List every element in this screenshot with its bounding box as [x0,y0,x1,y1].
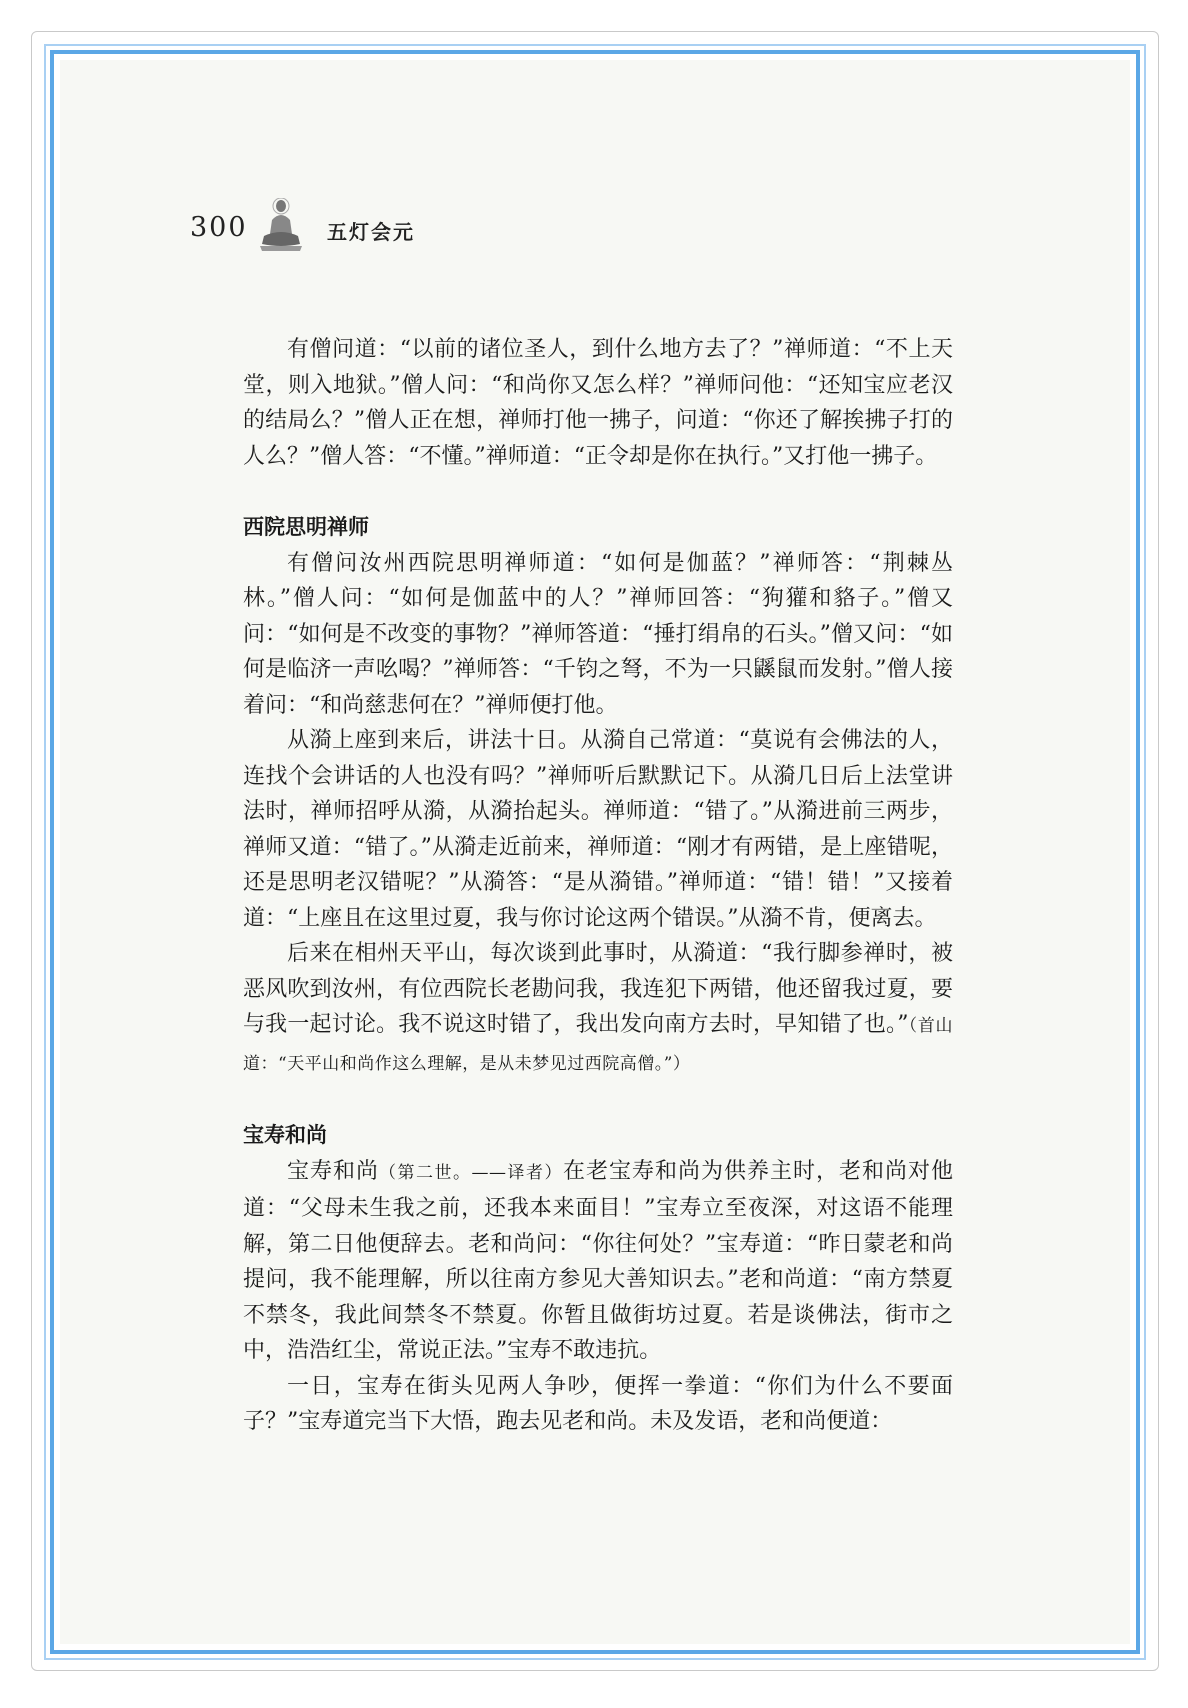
annotation-note: （第二世。——译者） [379,1162,563,1183]
paragraph-text: 在老宝寿和尚为供养主时，老和尚对他道：“父母未生我之前，还我本来面目！”宝寿立至夜深，对这语不能理解，第二日他便辞去。老和尚问：“你往何处？”宝寿道：“昨日蒙老和尚提问，我不能理解，所以往南方参见大善知识去。”老和尚道：“南方禁夏不禁冬，我此间禁冬不禁夏。你暂且做街坊过夏。若是谈佛法，街市之中，浩浩红尘，常说正法。”宝寿不敢违抗。 [243,1158,953,1363]
section-heading: 西院思明禅师 [243,515,369,539]
page-content [243,332,953,1440]
book-title: 五灯会元 [327,220,415,244]
paragraph: 有僧问汝州西院思明禅师道：“如何是伽蓝？”禅师答：“荆棘丛林。”僧人问：“如何是伽蓝中的人？”禅师回答：“狗獾和貉子。”僧又问：“如何是不改变的事物？”禅师答道：“捶打绢帛的石头。”僧又问：“如何是临济一声吆喝？”禅师答：“千钧之弩，不为一只鼷鼠而发射。”僧人接着问：“和尚慈悲何在？”禅师便打他。 [243,550,953,718]
paragraph [243,1154,953,1369]
paragraph: 从漪上座到来后，讲法十日。从漪自己常道：“莫说有会佛法的人，连找个会讲话的人也没有吗？”禅师听后默默记下。从漪几日后上法堂讲法时，禅师招呼从漪，从漪抬起头。禅师道：“错了。”从漪进前三两步，禅师又道：“错了。”从漪走近前来，禅师道：“刚才有两错，是上座错呢，还是思明老汉错呢？”从漪答：“是从漪错。”禅师道：“错！错！”又接着道：“上座且在这里过夏，我与你讨论这两个错误。”从漪不肯，便离去。 [243,728,953,931]
paragraph-text: 宝寿和尚 [287,1158,379,1184]
page-number: 300 [190,212,248,243]
page-header [190,198,590,258]
annotation-note: （首山道：“天平山和尚作这么理解，是从未梦见过西院高僧。”） [243,1016,954,1074]
paragraph: 有僧问道：“以前的诸位圣人，到什么地方去了？”禅师道：“不上天堂，则入地狱。”僧人问：“和尚你又怎么样？”禅师问他：“还知宝应老汉的结局么？”僧人正在想，禅师打他一拂子，问道：“你还了解挨拂子打的人么？”僧人答：“不懂。”禅师道：“正令却是你在执行。”又打他一拂子。 [243,337,953,469]
paragraph-text: 后来在相州天平山，每次谈到此事时，从漪道：“我行脚参禅时，被恶风吹到汝州，有位西院长老勘问我，我连犯下两错，他还留我过夏，要与我一起讨论。我不说这时错了，我出发向南方去时，早知错了也。” [243,941,953,1037]
paragraph [243,936,953,1082]
buddha-icon [258,198,304,252]
section-heading: 宝寿和尚 [243,1123,327,1147]
paragraph: 一日，宝寿在街头见两人争吵，便挥一拳道：“你们为什么不要面子？”宝寿道完当下大悟，跑去见老和尚。未及发语，老和尚便道： [243,1373,953,1434]
